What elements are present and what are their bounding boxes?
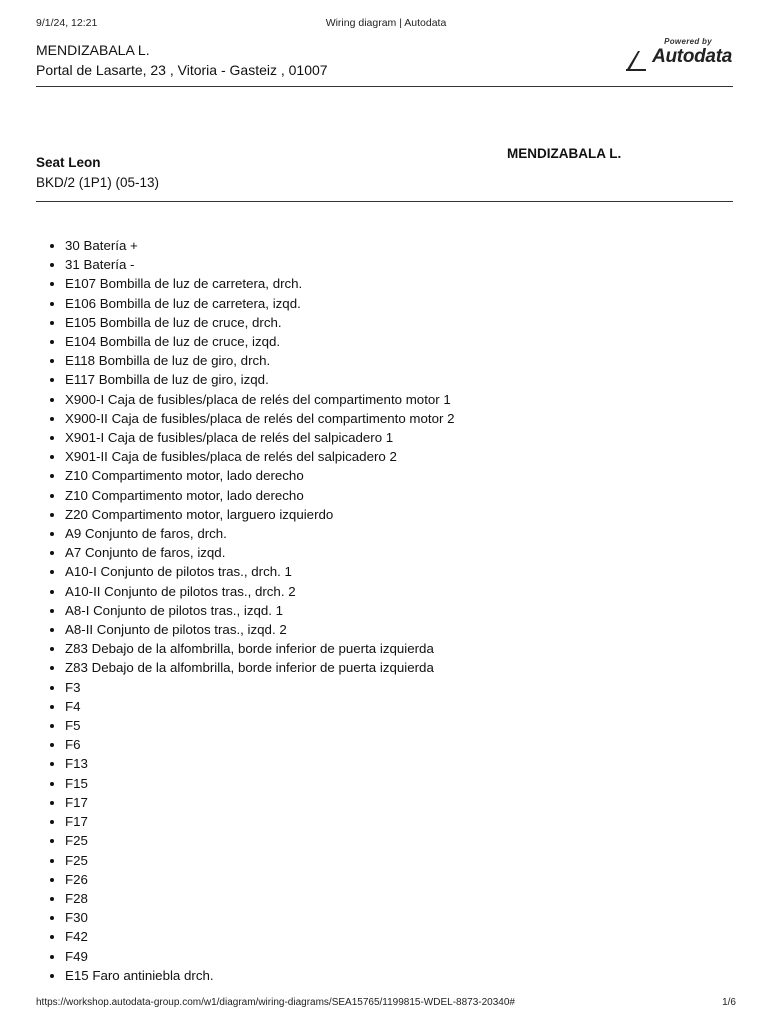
print-header [36, 17, 736, 31]
vehicle-divider [36, 201, 733, 202]
component-list-item: • F28 [65, 889, 455, 908]
component-list-item: • E104 Bombilla de luz de cruce, izqd. [65, 332, 455, 351]
vehicle-engine-code: BKD/2 (1P1) (05-13) [36, 175, 160, 190]
component-list-item: • A10-I Conjunto de pilotos tras., drch. 1 [65, 562, 455, 581]
component-list-item: • X901-I Caja de fusibles/placa de relés del salpicadero 1 [65, 428, 455, 447]
component-list-item: • F4 [65, 697, 455, 716]
header-divider [36, 86, 733, 87]
component-list-item: • E117 Bombilla de luz de giro, izqd. [65, 370, 455, 389]
print-footer [36, 997, 736, 1008]
component-list-item: • F17 [65, 793, 455, 812]
component-list-item: • Z10 Compartimento motor, lado derecho [65, 486, 455, 505]
logo-tagline: Powered by [664, 37, 712, 46]
page-number: 1/6 [722, 997, 736, 1008]
print-datetime: 9/1/24, 12:21 [36, 17, 98, 29]
component-list-item: • Z83 Debajo de la alfombrilla, borde inferior de puerta izquierda [65, 639, 455, 658]
autodata-logo [624, 37, 734, 73]
vehicle-info [36, 153, 159, 193]
print-page-title: Wiring diagram | Autodata [325, 17, 447, 29]
component-list-item: • 30 Batería + [65, 236, 455, 255]
component-list-item: • Z10 Compartimento motor, lado derecho [65, 466, 455, 485]
component-list-item: • F3 [65, 678, 455, 697]
component-list-item: • X901-II Caja de fusibles/placa de relés del salpicadero 2 [65, 447, 455, 466]
component-list-item: • E107 Bombilla de luz de carretera, drch. [65, 274, 455, 293]
component-list-item: • E106 Bombilla de luz de carretera, izqd. [65, 294, 455, 313]
component-list-item: • Z20 Compartimento motor, larguero izquierdo [65, 505, 455, 524]
component-list-item: • A10-II Conjunto de pilotos tras., drch. 2 [65, 582, 455, 601]
component-list-item: • F25 [65, 831, 455, 850]
component-list-item: • F15 [65, 774, 455, 793]
component-list-item: • F30 [65, 908, 455, 927]
component-list-item: • F5 [65, 716, 455, 735]
component-list-item: • A7 Conjunto de faros, izqd. [65, 543, 455, 562]
component-list-item: • F26 [65, 870, 455, 889]
component-list-item: • F17 [65, 812, 455, 831]
component-list [36, 236, 455, 985]
dealer-name: MENDIZABALA L. [507, 146, 622, 161]
company-block [36, 40, 328, 80]
component-list-item: • A9 Conjunto de faros, drch. [65, 524, 455, 543]
component-list-item: • Z83 Debajo de la alfombrilla, borde inferior de puerta izquierda [65, 658, 455, 677]
component-list-item: • E15 Faro antiniebla drch. [65, 966, 455, 985]
component-list-item: • X900-I Caja de fusibles/placa de relés del compartimento motor 1 [65, 390, 455, 409]
company-name: MENDIZABALA L. [36, 42, 150, 58]
component-list-item: • A8-II Conjunto de pilotos tras., izqd. 2 [65, 620, 455, 639]
company-address: Portal de Lasarte, 23 , Vitoria - Gasteiz , 01007 [36, 62, 328, 78]
component-list-item: • F6 [65, 735, 455, 754]
component-list-item: • A8-I Conjunto de pilotos tras., izqd. 1 [65, 601, 455, 620]
component-list-item: • 31 Batería - [65, 255, 455, 274]
component-list-item: • F42 [65, 927, 455, 946]
logo-brand: Autodata [652, 46, 732, 67]
component-list-item: • F49 [65, 947, 455, 966]
component-list-item: • F25 [65, 851, 455, 870]
component-list-item: • E118 Bombilla de luz de giro, drch. [65, 351, 455, 370]
vehicle-model: Seat Leon [36, 155, 101, 170]
component-list-item: • X900-II Caja de fusibles/placa de relés del compartimento motor 2 [65, 409, 455, 428]
page-url: https://workshop.autodata-group.com/w1/diagram/wiring-diagrams/SEA15765/1199815-WDEL-8873-20340# [36, 997, 515, 1008]
component-list-item: • E105 Bombilla de luz de cruce, drch. [65, 313, 455, 332]
component-list-item: • F13 [65, 754, 455, 773]
logo-slash-icon [624, 47, 646, 73]
